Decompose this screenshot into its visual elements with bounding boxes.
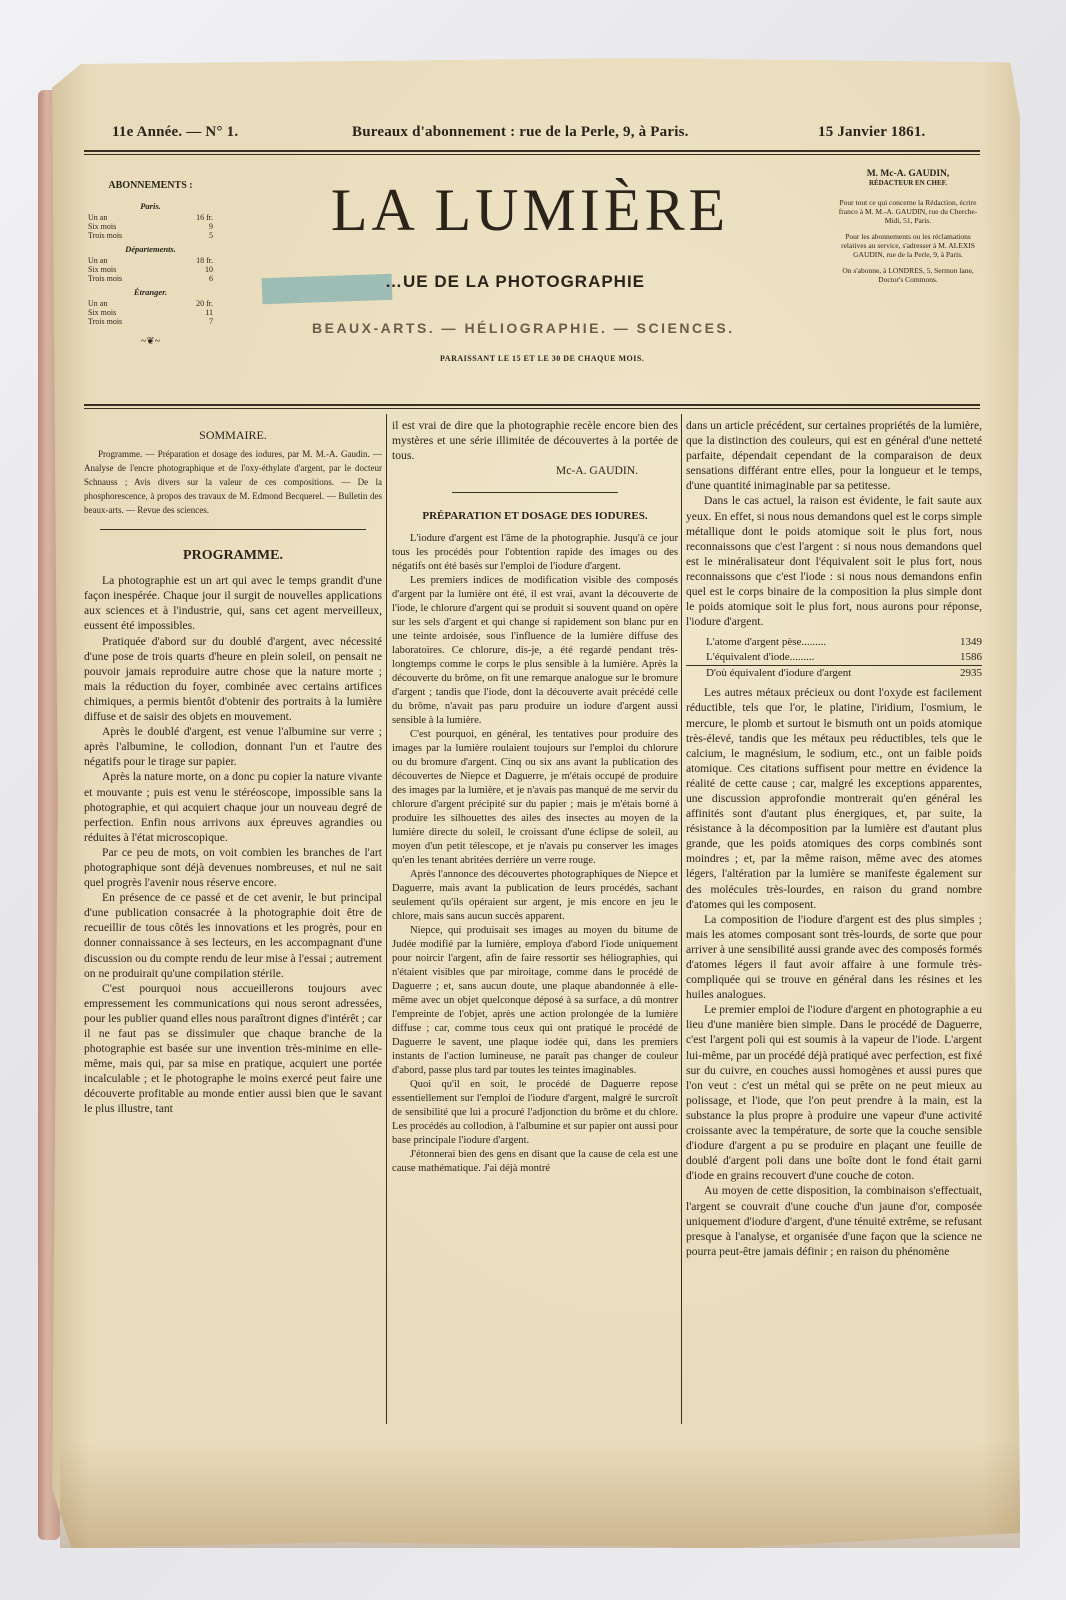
column-right <box>686 418 982 1430</box>
sommaire-text: Programme. — Préparation et dosage des iodures, par M. M.-A. Gaudin. — Analyse de l'encre photographique et de l'oxy-éthylate d'argent, par le docteur Schnauss ; Avis divers sur la valeur de ces compositions. — De la phosphorescence, à propos des travaux de M. Edmond Becquerel. — Bulletin des beaux-arts. — Revue des sciences. <box>84 449 382 516</box>
subs-row: Un an 20 fr. <box>88 299 213 308</box>
editor-role: RÉDACTEUR EN CHEF. <box>868 179 948 187</box>
subs-row: Trois mois 6 <box>88 274 213 283</box>
sommaire-title: SOMMAIRE. <box>199 428 267 442</box>
column-left <box>84 428 382 1430</box>
article-paragraph: Quoi qu'il en soit, le procédé de Daguerre repose essentiellement sur l'emploi de l'iodure d'argent, malgré le surcroît de sensibilité que lui a procuré l'adjonction du brôme et du chlore. Les procédés au collodion, à l'albumine et sur papier ont aussi pour base principale l'iodure d'argent. <box>392 1079 678 1147</box>
masthead-rule <box>84 404 980 409</box>
subs-row: Six mois 9 <box>88 222 213 231</box>
subs-row: Un an 16 fr. <box>88 213 213 222</box>
ornament: ~❦~ <box>140 336 161 347</box>
subs-group-name: Paris. <box>140 201 161 211</box>
article-title: PRÉPARATION ET DOSAGE DES IODURES. <box>422 510 648 523</box>
issue-date: 15 Janvier 1861. <box>818 124 926 140</box>
programme-paragraph: Pratiquée d'abord sur du doublé d'argent, avec nécessité d'une pose de trois quarts d'heure en plein soleil, on pensait ne pouvoir jamais reproduire autre chose que la nature morte ; mais la réduction du foyer, combinée avec certains artifices chimiques, a permis bientôt d'obtenir des portraits à la lumière diffuse et de saisir des objets en mouvement. <box>84 634 382 724</box>
subscriptions-title: ABONNEMENTS : <box>108 180 193 191</box>
table-row: D'où équivalent d'iodure d'argent 2935 <box>706 667 982 680</box>
atomic-weight-table <box>686 635 982 681</box>
masthead-title: LA LUMIÈRE <box>330 177 730 243</box>
subs-row: Trois mois 5 <box>88 231 213 240</box>
editor-note: Pour tout ce qui concerne la Rédaction, écrire franco à M. M.-A. GAUDIN, rue du Cherche-Midi, 51, Paris. <box>838 198 978 225</box>
subscriptions-box <box>88 180 213 347</box>
table-row: L'équivalent d'iode......... 1586 <box>686 650 982 666</box>
article-paragraph: Au moyen de cette disposition, la combinaison s'effectuait, l'argent se couvrait d'une couche d'un jaune d'or, composée uniquement d'iodure d'argent, d'une ténuité extrême, se refusant presque à l'analyse, et organisée d'une façon que la science ne pourra peut-être jamais définir ; en raison du phénomène <box>686 1184 982 1258</box>
programme-continued: il est vrai de dire que la photographie recèle encore bien des mystères et une série illimitée de découvertes à la portée de tous. <box>392 419 678 463</box>
tape-strip <box>262 274 393 305</box>
table-row: L'atome d'argent pèse......... 1349 <box>706 636 982 649</box>
subs-row: Six mois 11 <box>88 308 213 317</box>
signature: Mc-A. GAUDIN. <box>555 464 638 478</box>
editor-note: On s'abonne, à LONDRES, 5, Sermon lane, Doctor's Commons. <box>842 266 974 284</box>
masthead-subtitle: …UE DE LA PHOTOGRAPHIE <box>385 272 646 291</box>
article-paragraph: Niepce, qui produisait ses images au moyen du bitume de Judée modifié par la lumière, employa d'abord l'iode uniquement pour noircir l'argent, afin de faire ressortir ses héliographies, qui n'étaient visibles que par miroitage, comme dans le procédé de Daguerre ; et, sans aucun doute, une plaque abandonnée à elle-même avec un objet quelconque déposé à sa surface, a dû montrer l'empreinte de l'objet, après une action prolongée de la lumière diffuse ; car, comme tous ceux qui ont pratiqué le procédé de Daguerre le savent, une plaque iodée qui, dans les premiers instants de l'action lumineuse, ne paraît pas changer de couleur d'abord, passe plus tard par toutes les teintes imaginables. <box>392 925 678 1077</box>
publication-frequency: PARAISSANT LE 15 ET LE 30 DE CHAQUE MOIS. <box>440 354 645 363</box>
article-paragraph: C'est pourquoi, en général, les tentatives pour produire des images par la lumière roulaient toujours sur l'emploi du chlorure ou du bromure d'argent. Cinq ou six ans avant la publication des découvertes de Niepce et Daguerre, je m'étais occupé de produire des images par la lumière, et je n'avais pas manqué de me servir du chlorure d'argent précipité sur du papier ; mais je m'étais borné à produire les silhouettes des ailes des insectes au moyen de la lumière directe du soleil, le croissant d'une éclipse de soleil, au moyen d'un petit télescope, et je n'avais pu conserver les images qu'en les tenant abritées derrière un verre rouge. <box>392 729 678 867</box>
subs-group-name: Départements. <box>125 244 176 254</box>
article-paragraph: Dans le cas actuel, la raison est évidente, le fait saute aux yeux. En effet, si nous nous demandons quel est le corps simple métallique dont le poids atomique soit le plus fort, nous reconnaissons que c'est l'argent : si nous nous demandons quel est le minéralisateur dont l'équivalent soit le plus fort, nous reconnaissons que c'est l'iode : si nous nous demandons enfin quel est le corps binaire de la composition la plus simple dont le poids atomique soit le plus fort, nous aurons pour réponse, l'iodure d'argent. <box>686 494 982 629</box>
programme-paragraph: Après la nature morte, on a donc pu copier la nature vivante et mouvante ; puis est venu le stéréoscope, impossible sans la photographie, et qui acquiert chaque jour un nouveau degré de perfection. Enfin nous arrivons aux épreuves agrandies ou réduites à l'état microscopique. <box>84 770 382 844</box>
column-middle <box>392 418 678 1430</box>
section-rule <box>100 529 366 530</box>
article-paragraph: La composition de l'iodure d'argent est des plus simples ; mais les atomes composant sont très-lourds, de sorte que pour arriver à une sensibilité aussi grande avec des composés formés d'atomes légers il faut avoir affaire à une formule très-compliquée qui se trouve en général dans les résines et les huiles analogues. <box>686 912 982 1002</box>
editor-name: M. Mc-A. GAUDIN, <box>866 169 950 179</box>
section-rule <box>452 492 618 493</box>
masthead-sections: BEAUX-ARTS. — HÉLIOGRAPHIE. — SCIENCES. <box>312 320 735 336</box>
subs-row: Un an 18 fr. <box>88 256 213 265</box>
article-paragraph: L'iodure d'argent est l'âme de la photographie. Jusqu'à ce jour tous les procédés pour l'obtention rapide des images ou des négatifs ont été basés sur l'emploi de l'iodure d'argent. <box>392 533 678 573</box>
page-wear <box>60 1440 1020 1548</box>
programme-paragraph: Par ce peu de mots, on voit combien les branches de l'art photographique sont déjà devenues nombreuses, et nul ne sait quel progrès l'avenir nous réserve encore. <box>84 845 382 890</box>
subs-group-name: Étranger. <box>133 287 168 297</box>
column-rule <box>386 414 387 1424</box>
header-rule <box>84 150 980 155</box>
programme-title: PROGRAMME. <box>183 548 283 564</box>
article-paragraph: dans un article précédent, sur certaines propriétés de la lumière, que la distinction des couleurs, qui est en général d'une netteté parfaite, dépendait cependant de la comparaison de deux sensations différant entre elles, pour la longueur et le temps, d'une quantité inimaginable par sa petitesse. <box>686 419 982 493</box>
editor-note: Pour les abonnements ou les réclamations relatives au service, s'adresser à M. ALEXIS GAUDIN, rue de la Perle, 9, à Paris. <box>841 232 975 259</box>
subs-row: Trois mois 7 <box>88 317 213 326</box>
programme-paragraph: En présence de ce passé et de cet avenir, le but principal d'une publication consacrée à la photographie doit être de recueillir de tous côtés les innovations et les progrès, pour en donner connaissance à ses lecteurs, en les accompagnant d'une discussion ou du compte rendu de leur mise à l'essai ; autrement on ne produirait qu'une compilation stérile. <box>84 891 382 980</box>
article-paragraph: Les autres métaux précieux ou dont l'oxyde est facilement réductible, tels que l'or, le platine, l'iridium, l'osmium, le mercure, le plomb et surtout le bismuth ont un poids atomique très-élevé, tandis que les métaux peu réductibles, tels que le calcium, le magnésium, le sodium, etc., ont un faible poids atomique. Ces citations suffisent pour mettre en évidence la réalité de cette cause ; car, malgré les exceptions apparentes, une discussion approfondie montrerait qu'en général les affinités sont d'autant plus énergiques, et, par suite, la résistance à la décomposition par la lumière est d'autant plus grande, que les poids atomiques des corps combinés sont moindres ; et, par la même raison, même avec des atomes légers, l'altération par la lumière se manifeste également sur des molécules très-lourdes, en raison du grand nombre d'atomes qui les composent. <box>686 686 982 911</box>
programme-paragraph: C'est pourquoi nous accueillerons toujours avec empressement les communications qui nous seront adressées, pour les publier quand elles nous paraîtront dignes d'intérêt ; car il ne faut pas se dissimuler que chaque branche de la photographie est basée sur une invention très-minime en elle-même, mais qui, par sa mise en pratique, acquiert une portée incalculable ; et le photographe le moins exercé peut faire une découverte profitable au monde entier aussi bien que le savant le plus illustre, tant <box>84 981 382 1116</box>
column-rule <box>681 414 682 1424</box>
subscription-office: Bureaux d'abonnement : rue de la Perle, 9, à Paris. <box>352 124 689 140</box>
subs-row: Six mois 10 <box>88 265 213 274</box>
programme-paragraph: Après le doublé d'argent, est venue l'albumine sur verre ; après l'albumine, le collodion, donnant l'un et l'autre des négatifs pour le tirage sur papier. <box>84 725 382 769</box>
article-paragraph: Le premier emploi de l'iodure d'argent en photographie a eu lieu d'une manière bien simple. Dans le procédé de Daguerre, c'est l'argent poli qui est soumis à la vapeur de l'iode. L'argent lui-même, par un procédé déjà pratiqué avec perfection, est fixé sur du cuivre, en couches aussi homogènes et aussi pures que l'on veut : c'est un métal qui se prête on ne peut mieux au polissage, et l'iode, que l'on peut prendre à la main, est la substance la plus propre à produire une vapeur d'une activité croissante avec la température, de sorte que la couche sensible d'iodure d'argent a pu se produire en plaçant une feuille de doublé d'argent poli dans une boîte dont le fond était garni d'iode en grains recouvert d'une couche de coton. <box>686 1003 982 1183</box>
article-paragraph: Les premiers indices de modification visible des composés d'argent par la lumière ont été, il est vrai, avant la découverte de l'iode, le chlorure d'argent qui se produit si souvent quand on opère sur les sels d'argent et qui change si rapidement son blanc pur en une teinte ardoisée, sous l'influence de la lumière diffuse des laboratoires. Ce chlorure, dis-je, a été regardé pendant très-longtemps comme le corps le plus sensible à la lumière. Après la découverte du brôme, on fit une remarque analogue sur le bromure d'argent ; tandis que l'iode, dont la découverte avait précédé celle du brôme, n'avait pas paru produire un iodure d'argent aussi sensible à la lumière. <box>392 575 678 727</box>
article-paragraph: J'étonnerai bien des gens en disant que la cause de cela est une cause mathématique. J'ai déjà montré <box>392 1149 678 1175</box>
issue-number: 11e Année. — N° 1. <box>112 124 239 140</box>
editor-box <box>838 170 978 291</box>
article-paragraph: Après l'annonce des découvertes photographiques de Niepce et Daguerre, mais avant la publication de leurs procédés, sachant seulement qu'ils opéraient sur argent, je mis encore en jeu le chlore, mais sans aucun succès apparent. <box>392 869 678 923</box>
programme-paragraph: La photographie est un art qui avec le temps grandit d'une façon inespérée. Chaque jour il surgit de nouvelles applications aux sciences et à l'industrie, qui, sans cet agent merveilleux, eussent été impossibles. <box>84 574 382 633</box>
